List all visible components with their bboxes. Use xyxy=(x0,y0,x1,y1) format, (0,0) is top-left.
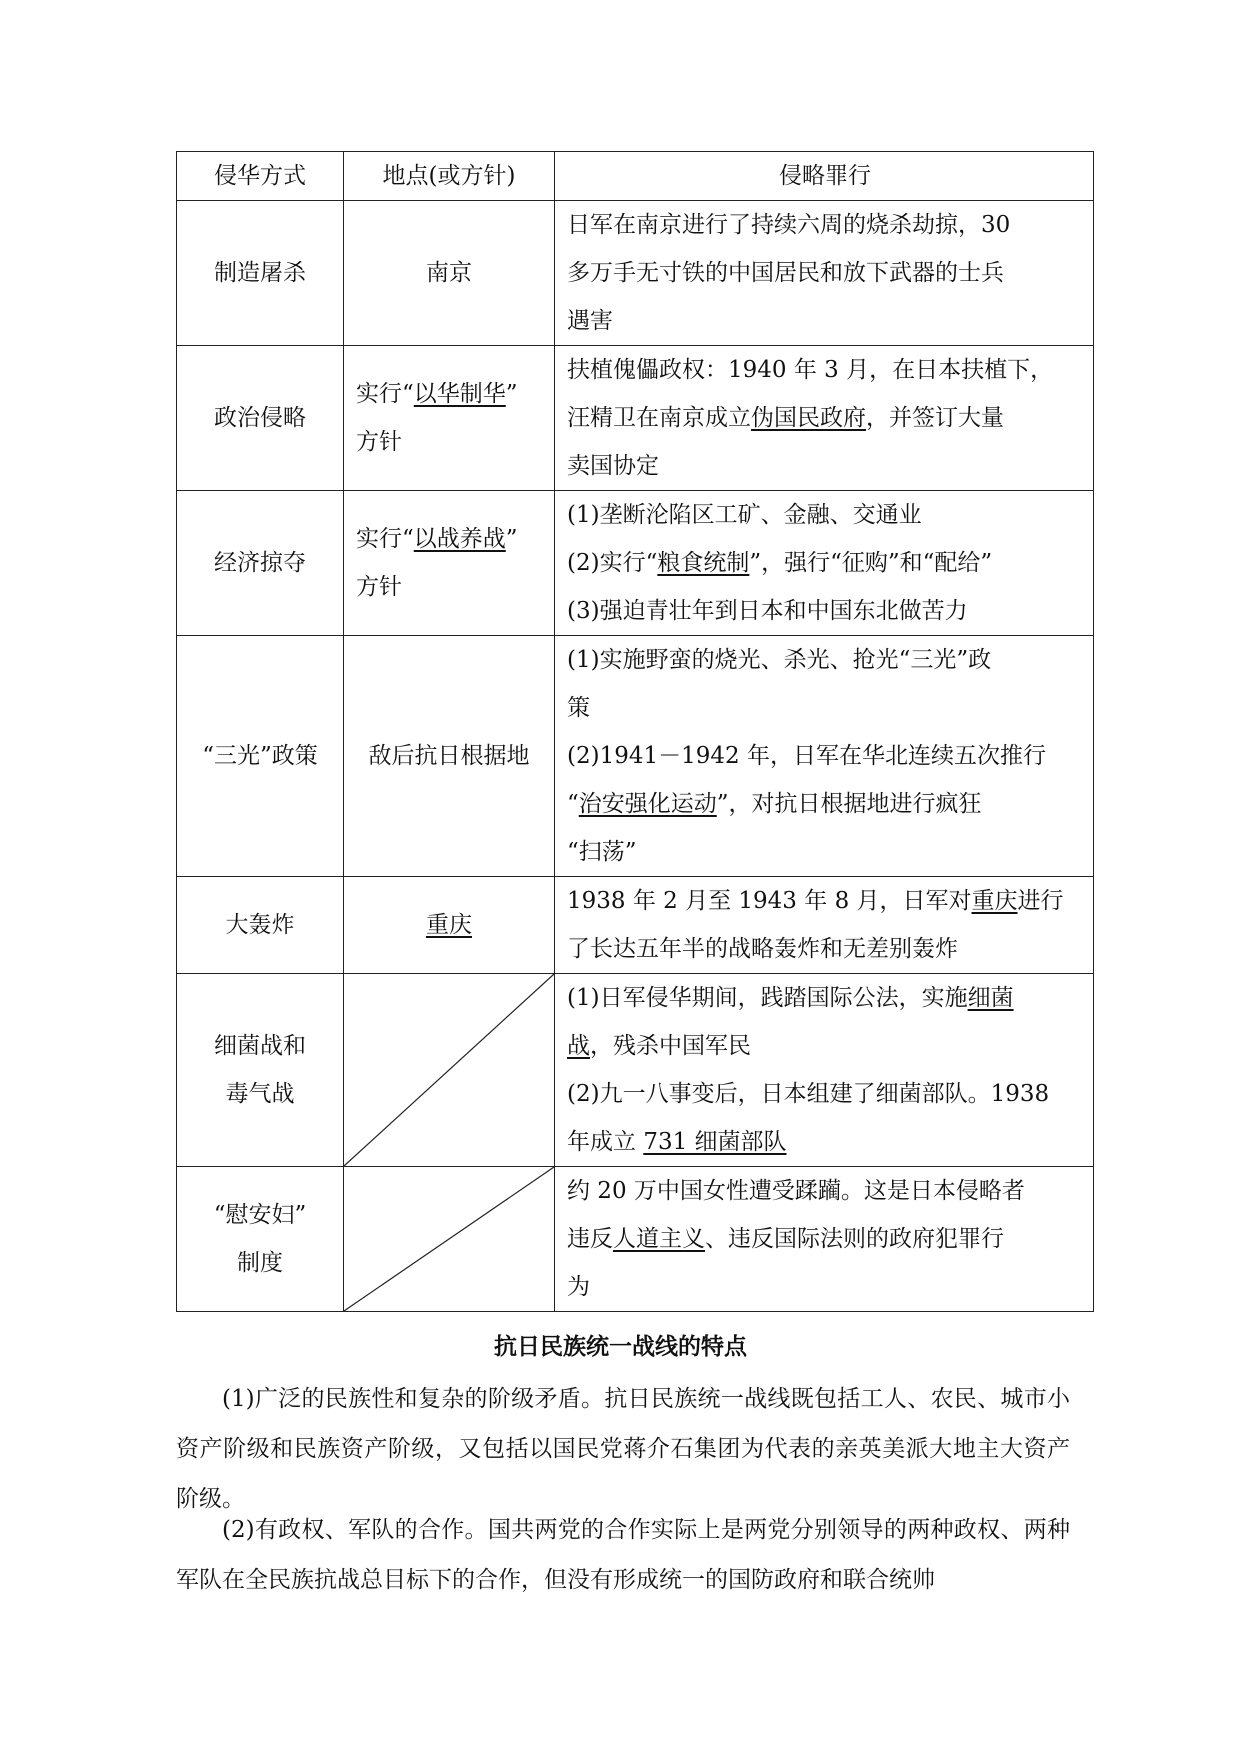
row-method: “三光”政策 xyxy=(177,636,344,877)
table-row xyxy=(177,201,1094,346)
row-method xyxy=(177,974,344,1167)
row-crime xyxy=(555,491,1094,636)
method-line: 毒气战 xyxy=(225,1081,295,1107)
place-line: 方针 xyxy=(356,574,402,600)
row-place xyxy=(344,877,555,974)
row-crime xyxy=(555,877,1094,974)
place-suffix: ” xyxy=(505,381,518,407)
crime-line xyxy=(567,877,1083,925)
crime-line: (2)九一八事变后，日本组建了细菌部队。1938 xyxy=(567,1081,1050,1107)
crime-line xyxy=(567,974,1083,1022)
method-line: 细菌战和 xyxy=(214,1033,306,1059)
table-row xyxy=(177,974,1094,1167)
place-line: 方针 xyxy=(356,429,402,455)
place-suffix: ” xyxy=(505,526,518,552)
crime-line xyxy=(567,780,1083,828)
crime-key: 粮食统制 xyxy=(657,550,750,576)
row-place xyxy=(344,491,555,636)
crime-key: 人道主义 xyxy=(613,1226,705,1252)
crime-line: 策 xyxy=(567,695,590,721)
place-key: 以战养战 xyxy=(413,526,506,552)
header-place: 地点(或方针) xyxy=(344,152,555,201)
table-row xyxy=(177,636,1094,877)
place-key: 以华制华 xyxy=(413,381,506,407)
crime-line xyxy=(567,394,1083,442)
row-method: 经济掠夺 xyxy=(177,491,344,636)
crime-pre: 违反 xyxy=(567,1226,613,1252)
table-row xyxy=(177,877,1094,974)
row-crime xyxy=(555,636,1094,877)
place-prefix: 实行“ xyxy=(356,526,414,552)
table-header-row xyxy=(177,152,1094,201)
crime-line: 卖国协定 xyxy=(567,453,659,479)
row-method xyxy=(177,1167,344,1312)
crime-key: 治安强化运动 xyxy=(578,791,717,817)
row-place: 敌后抗日根据地 xyxy=(344,636,555,877)
place-line xyxy=(356,515,554,563)
place-key: 重庆 xyxy=(426,912,472,938)
crime-pre: (1)日军侵华期间，践踏国际公法，实施 xyxy=(567,985,968,1011)
table-row xyxy=(177,1167,1094,1312)
header-crime: 侵略罪行 xyxy=(555,152,1094,201)
crime-line: (1)垄断沦陷区工矿、金融、交通业 xyxy=(567,502,922,528)
crime-post: 、违反国际法则的政府犯罪行 xyxy=(705,1226,1004,1252)
crime-line xyxy=(567,1022,1083,1070)
method-line: 制度 xyxy=(237,1250,283,1276)
diagonal-line xyxy=(344,974,554,1166)
row-crime xyxy=(555,974,1094,1167)
crime-line: 了长达五年半的战略轰炸和无差别轰炸 xyxy=(567,936,958,962)
crime-key: 重庆 xyxy=(971,888,1018,914)
crime-line xyxy=(567,1118,1083,1166)
crime-post: 进行 xyxy=(1017,888,1064,914)
crime-line: “扫荡” xyxy=(567,839,637,865)
place-line xyxy=(356,370,554,418)
row-method: 制造屠杀 xyxy=(177,201,344,346)
crime-key: 细菌 xyxy=(967,985,1014,1011)
aggression-table xyxy=(176,151,1094,1312)
section-title: 抗日民族统一战线的特点 xyxy=(494,1333,747,1360)
crime-key: 731 细菌部队 xyxy=(643,1129,787,1155)
empty-diagonal-cell xyxy=(344,974,555,1167)
crime-line: 为 xyxy=(567,1274,590,1300)
row-crime xyxy=(555,201,1094,346)
place-prefix: 实行“ xyxy=(356,381,414,407)
crime-post: ，残杀中国军民 xyxy=(590,1033,751,1059)
crime-line: 扶植傀儡政权：1940 年 3 月，在日本扶植下， xyxy=(567,357,1054,383)
row-crime xyxy=(555,1167,1094,1312)
crime-key: 伪国民政府 xyxy=(751,405,866,431)
row-place xyxy=(344,346,555,491)
crime-line: (2)1941－1942 年，日军在华北连续五次推行 xyxy=(567,743,1046,769)
empty-diagonal-cell xyxy=(344,1167,555,1312)
crime-line: 日军在南京进行了持续六周的烧杀劫掠，30 xyxy=(567,212,1011,238)
crime-pre: 汪精卫在南京成立 xyxy=(567,405,751,431)
crime-post: ”，强行“征购”和“配给” xyxy=(749,550,993,576)
crime-post: ，并签订大量 xyxy=(866,405,1004,431)
crime-line xyxy=(567,539,1083,587)
table-row xyxy=(177,491,1094,636)
crime-post: ”，对抗日根据地进行疯狂 xyxy=(716,791,982,817)
crime-pre: 年成立 xyxy=(567,1129,644,1155)
crime-line: 遇害 xyxy=(567,308,613,334)
crime-pre: (2)实行“ xyxy=(567,550,658,576)
header-method: 侵华方式 xyxy=(177,152,344,201)
crime-pre: 1938 年 2 月至 1943 年 8 月，日军对 xyxy=(567,888,972,914)
crime-line: 约 20 万中国女性遭受蹂躏。这是日本侵略者 xyxy=(567,1178,1025,1204)
table-row xyxy=(177,346,1094,491)
paragraph: (2)有政权、军队的合作。国共两党的合作实际上是两党分别领导的两种政权、两种军队在全民族抗战总目标下的合作，但没有形成统一的国防政府和联合统帅 xyxy=(176,1517,1070,1593)
crime-line xyxy=(567,1215,1083,1263)
paragraph: (1)广泛的民族性和复杂的阶级矛盾。抗日民族统一战线既包括工人、农民、城市小资产阶级和民族资产阶级，又包括以国民党蒋介石集团为代表的亲英美派大地主大资产阶级。 xyxy=(176,1386,1070,1512)
method-line: “慰安妇” xyxy=(213,1202,307,1228)
crime-key: 战 xyxy=(567,1033,590,1059)
crime-line: (3)强迫青壮年到日本和中国东北做苦力 xyxy=(567,598,968,624)
crime-line: 多万手无寸铁的中国居民和放下武器的士兵 xyxy=(567,260,1004,286)
diagonal-line xyxy=(344,1167,554,1311)
crime-pre: “ xyxy=(567,791,579,817)
row-place: 南京 xyxy=(344,201,555,346)
row-method: 政治侵略 xyxy=(177,346,344,491)
row-method: 大轰炸 xyxy=(177,877,344,974)
row-crime xyxy=(555,346,1094,491)
crime-line: (1)实施野蛮的烧光、杀光、抢光“三光”政 xyxy=(567,647,992,673)
